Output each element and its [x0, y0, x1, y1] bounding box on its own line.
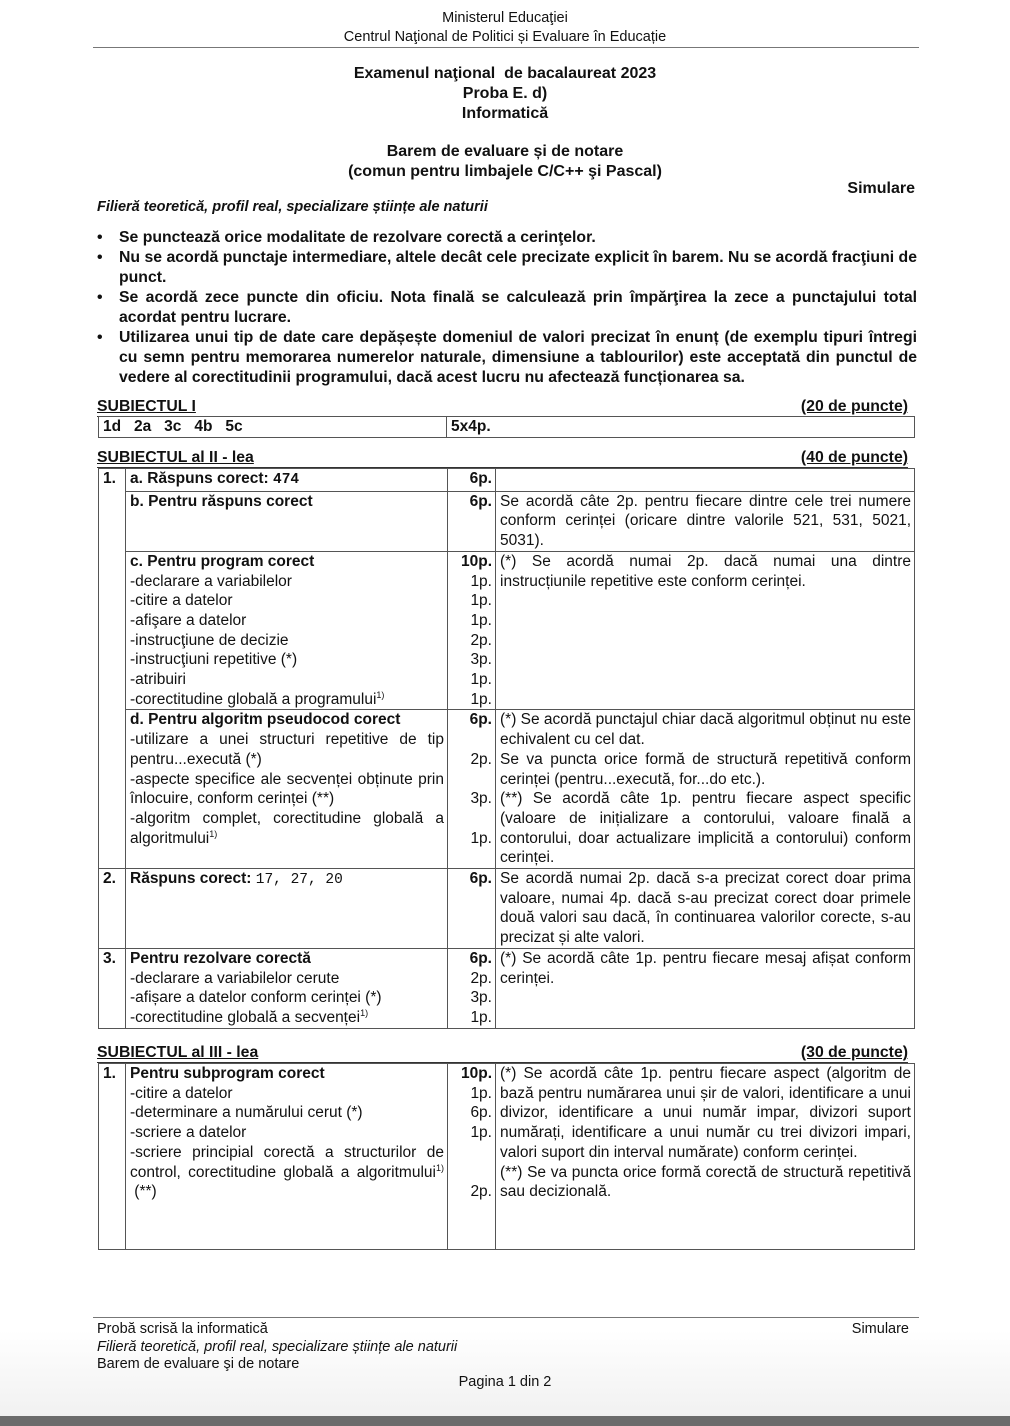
rule-item: • Nu se acordă punctaje intermediare, altele decât cele precizate explicit în barem. Nu se acordă fracţiuni de punct.: [97, 249, 917, 286]
center-name: Centrul Naţional de Politici și Evaluare în Educație: [343, 29, 667, 45]
table-row: [99, 710, 915, 869]
points-cell: 6p.: [448, 869, 496, 949]
bullet-icon: •: [97, 289, 103, 306]
note-cell: Se acordă câte 2p. pentru fiecare dintre cele trei numere conform cerinței (oricare dintre valorile 521, 531, 5021, 5031).: [496, 491, 915, 551]
footer-session: Simulare: [851, 1321, 909, 1337]
grading-rules: [97, 228, 917, 388]
section-points: (20 de puncte): [800, 398, 908, 415]
page-number: Pagina 1 din 2: [458, 1374, 552, 1390]
footer-line-3: Barem de evaluare şi de notare: [97, 1356, 300, 1372]
note-cell: (*) Se acordă câte 1p. pentru fiecare aspect (algoritm de bază pentru numărarea unui șir de valori, identificare a unui divizor, identificare a unui număr impar, divizori suport numărați, identificare a unui număr cu trei divizori impari, valori suport din interval numărate) conform cerinței. (**) Se va puncta orice formă corectă de structură repetitivă sau decizională.: [496, 1064, 915, 1250]
question-number: 1.: [99, 1064, 126, 1250]
note-cell: Se acordă numai 2p. dacă s-a precizat corect doar prima valoare, numai 4p. dacă s-au precizat corect doar primele două valori sau dacă, în continuarea valorilor corecte, s-au precizat și alte valori.: [496, 869, 915, 949]
section-header-subiect-2: [97, 449, 908, 468]
table-row: [99, 417, 915, 438]
answer-value: 474: [273, 472, 300, 488]
question-number: 2.: [99, 869, 126, 949]
item-cell: c. Pentru program corect -declarare a variabilelor -citire a datelor -afişare a datelor -instrucţiune de decizie -instrucţiuni repetitive (*) -atribuiri -corectitudine globală a programului$^{1)}$: [126, 551, 448, 710]
footer-divider: [93, 1317, 919, 1318]
points-cell: 6p. 2p. 3p. 1p.: [448, 710, 496, 869]
ministry-name: Ministerul Educaţiei: [442, 10, 568, 26]
subiect-3-table: [98, 1063, 915, 1250]
note-cell: (*) Se acordă punctajul chiar dacă algoritmul obținut nu este echivalent cu cel dat. Se va puncta orice formă de structură repetitivă conform cerinței (pentru...execută, for...do etc.). (**) Se acordă câte 1p. pentru fiecare aspect specific (valoare de inițializare a contorului, valoare finală a contorului, doar actualizare implicită a contorului) conform cerinței.: [496, 710, 915, 869]
section-points: (30 de puncte): [800, 1044, 908, 1061]
item-cell: Pentru subprogram corect -citire a datelor -determinare a numărului cerut (*) -scriere a datelor -scriere principial corectă a structurilor de control, corectitudine globală a algoritmului$^{1)}$ (**): [126, 1064, 448, 1250]
question-number: 1.: [99, 469, 126, 869]
exam-proba: Proba E. d): [462, 85, 548, 102]
section-points: (40 de puncte): [800, 449, 908, 466]
item-cell: Pentru rezolvare corectă -declarare a variabilelor cerute -afișare a datelor conform cerinței (*) -corectitudine globală a secvenței$^{1)}$: [126, 948, 448, 1028]
table-row: [99, 869, 915, 949]
answer-value: 17, 27, 20: [255, 872, 343, 889]
section-title: SUBIECTUL al III - lea: [97, 1044, 259, 1061]
points-cell: 6p. 2p. 3p. 1p.: [448, 948, 496, 1028]
score-cell: 5x4p.: [447, 417, 915, 438]
barem-languages: (comun pentru limbajele C/C++ şi Pascal): [348, 163, 662, 180]
points-cell: 10p. 1p. 6p. 1p. 2p.: [448, 1064, 496, 1250]
question-number: 3.: [99, 948, 126, 1028]
points-cell: 6p.: [448, 469, 496, 492]
footer-line-2: Filieră teoretică, profil real, specializare științe ale naturii: [97, 1338, 458, 1355]
barem-title: Barem de evaluare și de notare: [386, 143, 624, 160]
rule-item: • Se acordă zece puncte din oficiu. Nota finală se calculează prin împărţirea la zece a punctajului total acordat pentru lucrare.: [97, 289, 917, 326]
bullet-icon: •: [97, 249, 103, 266]
table-row: [99, 948, 915, 1028]
note-cell: (*) Se acordă numai 2p. dacă numai una dintre instrucțiunile repetitive este conform cerinței.: [496, 551, 915, 710]
section-header-subiect-1: [97, 398, 908, 417]
exam-title-block: [0, 64, 1010, 124]
table-row: [99, 551, 915, 710]
barem-title-block: [0, 142, 1010, 182]
note-cell: (*) Se acordă câte 1p. pentru fiecare mesaj afișat conform cerinței.: [496, 948, 915, 1028]
subiect-2-table: [98, 468, 915, 1029]
track-label: Filieră teoretică, profil real, specializare științe ale naturii: [97, 199, 488, 215]
section-title: SUBIECTUL al II - lea: [97, 449, 254, 466]
exam-title: Examenul naţional de bacalaureat 2023: [353, 65, 657, 82]
item-cell: b. Pentru răspuns corect: [126, 491, 448, 551]
points-cell: 6p.: [448, 491, 496, 551]
rule-item: • Utilizarea unui tip de date care depășește domeniul de valori precizat în enunț (de exemplu tipuri întregi cu semn pentru memorarea numerelor naturale, dimensiune a tablourilor) este acceptată din punctul de vedere al corectitudinii programului, dacă acest lucru nu afectează funcționarea sa.: [97, 329, 917, 386]
item-cell: d. Pentru algoritm pseudocod corect -utilizare a unei structuri repetitive de tip pentru...execută (*) -aspecte specifice ale secvenței obținute prin înlocuire, conform cerinței (**) -algoritm complet, corectitudine globală a algoritmului$^{1)}$: [126, 710, 448, 869]
exam-subject: Informatică: [461, 105, 549, 122]
item-cell: a. Răspuns corect: 474: [126, 469, 448, 492]
table-row: [99, 1064, 915, 1250]
item-cell: Răspuns corect: 17, 27, 20: [126, 869, 448, 949]
header-divider: [93, 47, 919, 48]
note-cell: [496, 469, 915, 492]
viewer-bottom-bar: [0, 1416, 1010, 1426]
section-title: SUBIECTUL I: [97, 398, 196, 415]
document-header: [0, 9, 1010, 47]
subiect-1-table: [98, 416, 915, 438]
bullet-icon: •: [97, 329, 103, 346]
session-label: Simulare: [847, 180, 915, 197]
table-row: [99, 491, 915, 551]
footer-line-1: Probă scrisă la informatică: [97, 1321, 268, 1337]
table-row: [99, 469, 915, 492]
rule-item: • Se punctează orice modalitate de rezolvare corectă a cerinţelor.: [97, 229, 596, 246]
bullet-icon: •: [97, 229, 103, 246]
points-cell: 10p. 1p. 1p. 1p. 2p. 3p. 1p. 1p.: [448, 551, 496, 710]
document-footer: [97, 1321, 909, 1374]
answers-cell: 1d 2a 3c 4b 5c: [99, 417, 447, 438]
section-header-subiect-3: [97, 1044, 908, 1063]
